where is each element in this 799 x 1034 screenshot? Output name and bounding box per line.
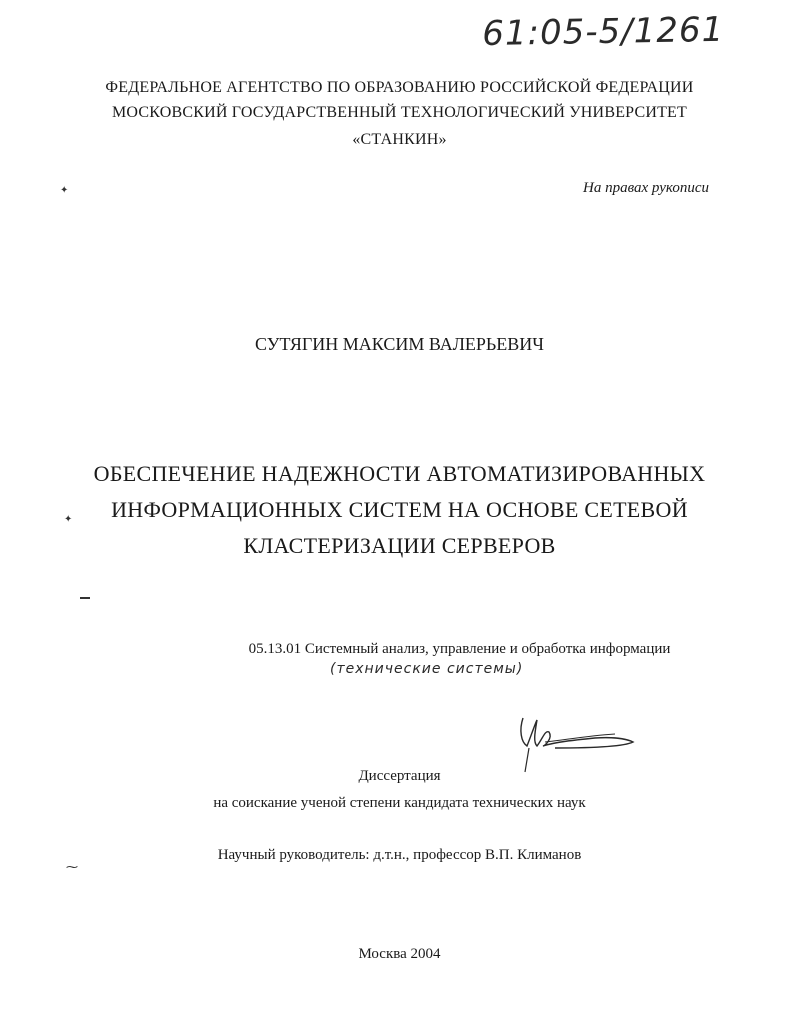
organization-line-3: «СТАНКИН» <box>352 131 447 148</box>
specialty-handwritten-note: (технические системы) <box>330 661 524 677</box>
archive-stamp-number: 61:05-5/1261 <box>482 9 725 54</box>
margin-dash <box>80 597 90 599</box>
author-name: СУТЯГИН МАКСИМ ВАЛЕРЬЕВИЧ <box>255 334 544 354</box>
supervisor: Научный руководитель: д.т.н., профессор В.П. Климанов <box>217 847 582 863</box>
document-type: Диссертация <box>358 768 441 784</box>
degree-statement: на соискание ученой степени кандидата технических наук <box>213 795 586 811</box>
organization-line-2: МОСКОВСКИЙ ГОСУДАРСТВЕННЫЙ ТЕХНОЛОГИЧЕСКИЙ УНИВЕРСИТЕТ <box>111 104 688 121</box>
specialty-code: 05.13.01 Системный анализ, управление и обработка информации <box>248 641 671 657</box>
thesis-title-line-3: КЛАСТЕРИЗАЦИИ СЕРВЕРОВ <box>243 533 556 558</box>
city-year: Москва 2004 <box>358 946 441 962</box>
margin-mark-icon: ✦ <box>60 185 69 196</box>
rights-note: На правах рукописи <box>583 180 709 196</box>
margin-mark-icon: ⁓ <box>66 860 78 874</box>
signature-icon <box>515 712 645 774</box>
margin-mark-icon: ✦ <box>64 514 73 525</box>
thesis-title-line-1: ОБЕСПЕЧЕНИЕ НАДЕЖНОСТИ АВТОМАТИЗИРОВАННЫХ <box>93 461 706 486</box>
thesis-title-line-2: ИНФОРМАЦИОННЫХ СИСТЕМ НА ОСНОВЕ СЕТЕВОЙ <box>111 497 688 522</box>
organization-line-1: ФЕДЕРАЛЬНОЕ АГЕНТСТВО ПО ОБРАЗОВАНИЮ РОССИЙСКОЙ ФЕДЕРАЦИИ <box>105 79 694 96</box>
